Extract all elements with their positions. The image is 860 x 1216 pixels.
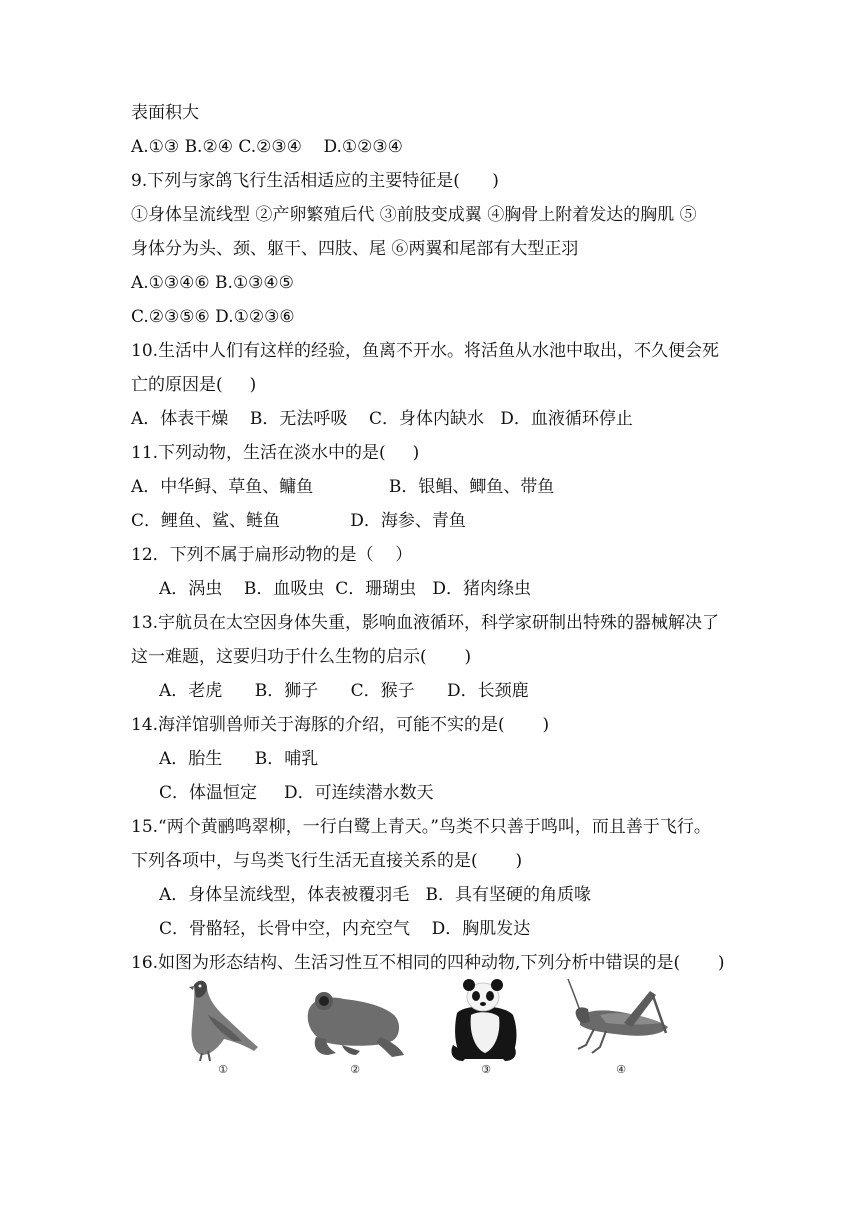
text-line: 身体分为头、颈、躯干、四肢、尾 ⑥两翼和尾部有大型正羽 [131,239,579,259]
figure-label: ① [218,1063,228,1076]
figure-label: ④ [616,1063,626,1076]
question-9: 9.下列与家鸽飞行生活相适应的主要特征是( ) [131,171,499,191]
text-line: A．胎生 B．哺乳 [159,749,319,769]
text-line: C.②③⑤⑥ D.①②③⑥ [131,307,295,327]
question-16: 16.如图为形态结构、生活习性互不相同的四种动物,下列分析中错误的是( ) [131,953,725,973]
question-13: 13.宇航员在太空因身体失重，影响血液循环，科学家研制出特殊的器械解决了 [131,613,720,633]
text-line: 下列各项中，与鸟类飞行生活无直接关系的是( ) [131,851,523,871]
text-line: A．老虎 B．狮子 C．猴子 D．长颈鹿 [159,681,529,701]
animals-figure [0,975,860,1085]
text-line: A．中华鲟、草鱼、鳙鱼 B．银鲳、鲫鱼、带鱼 [131,477,555,497]
text-line: A．涡虫 B．血吸虫 C．珊瑚虫 D．猪肉绦虫 [159,579,532,599]
text-line: C．骨骼轻，长骨中空，内充空气 D．胸肌发达 [159,919,531,939]
text-line: 这一难题，这要归功于什么生物的启示( ) [131,647,472,667]
question-10: 10.生活中人们有这样的经验，鱼离不开水。将活鱼从水池中取出，不久便会死 [131,341,720,361]
text-line: A.①③ B.②④ C.②③④ D.①②③④ [131,137,403,157]
grasshopper-icon [566,975,674,1063]
text-line: C．体温恒定 D．可连续潜水数天 [159,783,434,803]
question-14: 14.海洋馆驯兽师关于海豚的介绍，可能不实的是( ) [131,715,550,735]
text-line: A．体表干燥 B．无法呼吸 C．身体内缺水 D．血液循环停止 [131,409,633,429]
pigeon-icon [180,975,265,1063]
question-11: 11.下列动物，生活在淡水中的是( ) [131,443,420,463]
text-line: C．鲤鱼、鲨、鲢鱼 D．海参、青鱼 [131,511,466,531]
panda-icon [447,975,522,1063]
figure-label: ③ [481,1063,491,1076]
text-line: ①身体呈流线型 ②产卵繁殖后代 ③前肢变成翼 ④胸骨上附着发达的胸肌 ⑤ [131,205,697,225]
question-12: 12．下列不属于扁形动物的是（ ） [131,545,413,565]
frog-icon [302,975,407,1063]
text-line: 亡的原因是( ) [131,375,257,395]
figure-label: ② [350,1063,360,1076]
text-line: A.①③④⑥ B.①③④⑤ [131,273,294,293]
text-line: 表面积大 [131,103,199,123]
question-15: 15.“两个黄鹂鸣翠柳，一行白鹭上青天。”鸟类不只善于鸣叫，而且善于飞行。 [131,817,711,837]
text-line: A．身体呈流线型，体表被覆羽毛 B．具有坚硬的角质喙 [159,885,591,905]
